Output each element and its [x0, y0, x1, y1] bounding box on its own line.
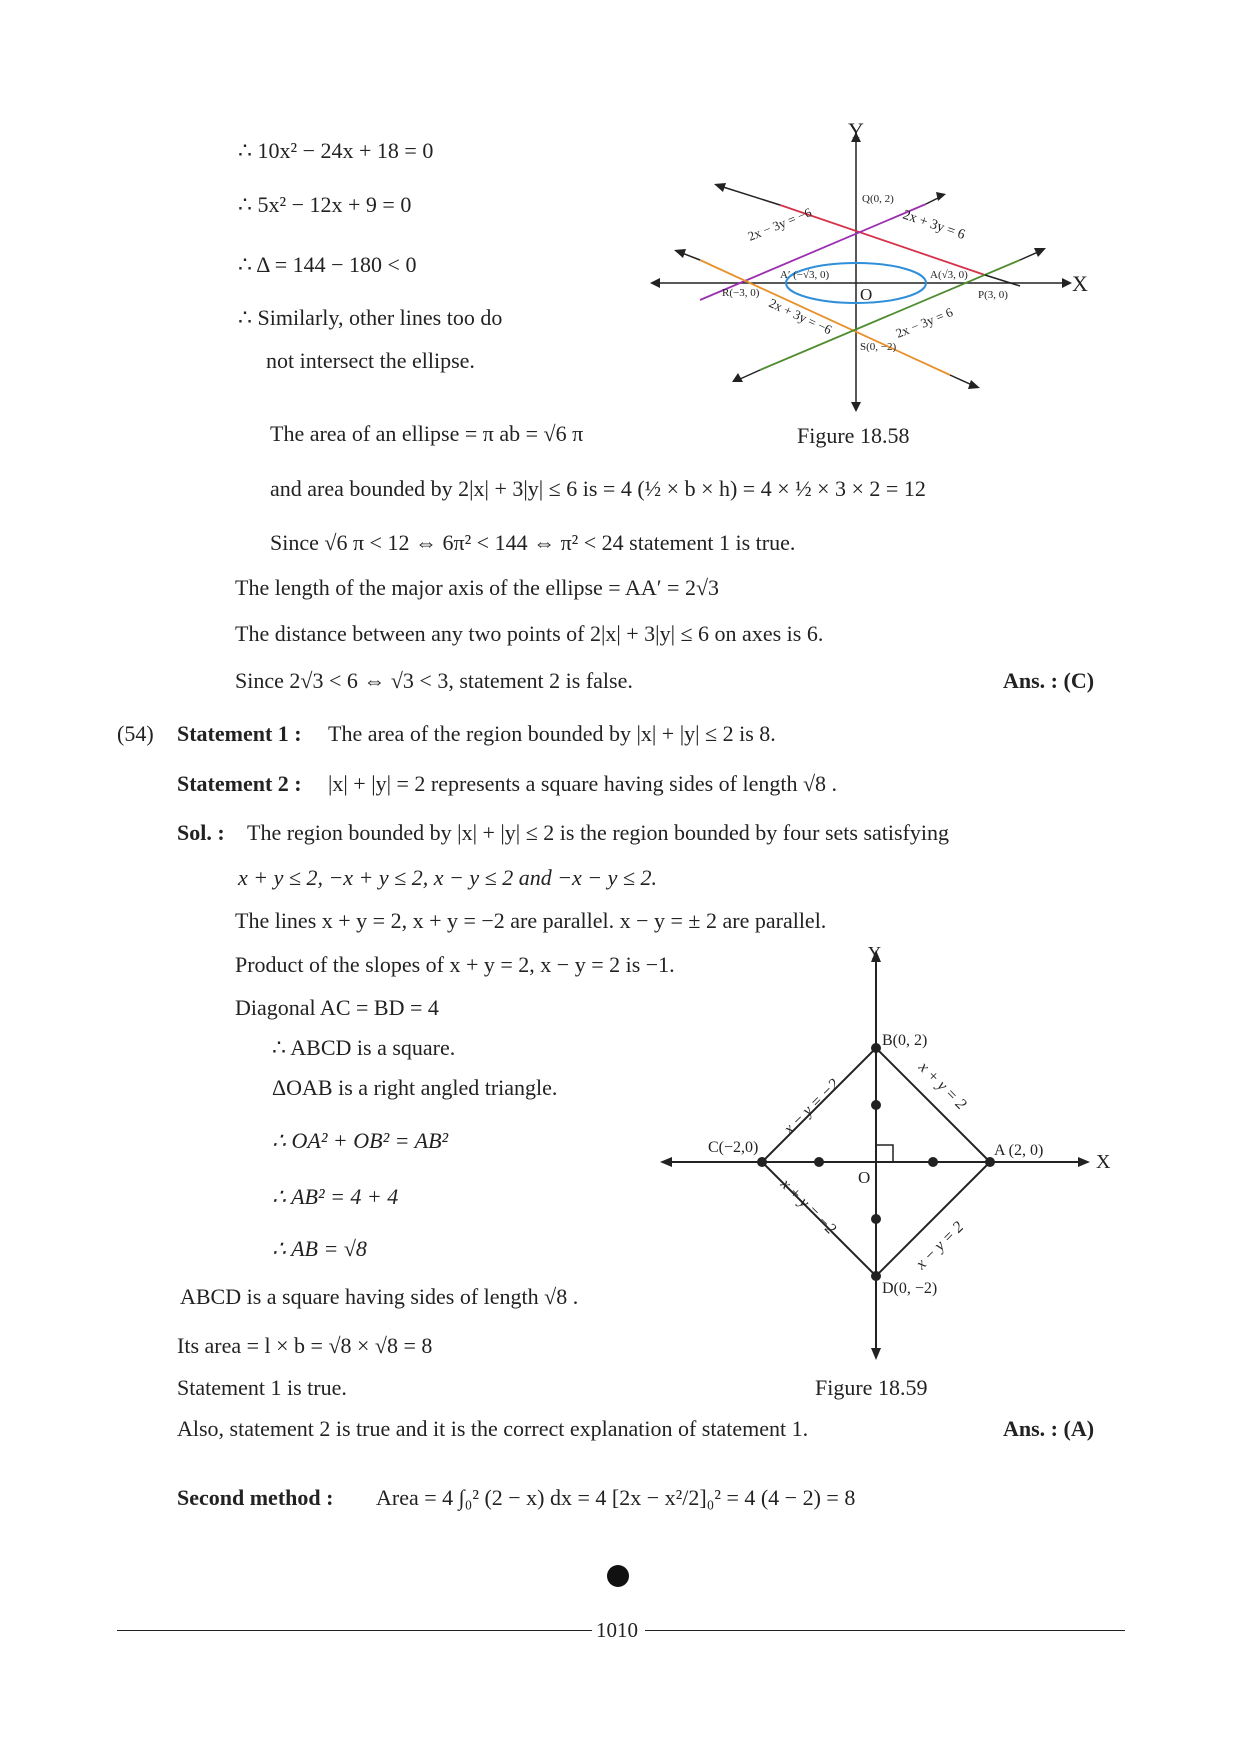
text-line: ∴ ABCD is a square.	[272, 1035, 456, 1060]
footer-dot	[607, 1565, 629, 1587]
x-axis-arrow	[1062, 278, 1072, 288]
text-line: Diagonal AC = BD = 4	[235, 995, 439, 1020]
equation-line: ∴ AB² = 4 + 4	[272, 1184, 399, 1209]
line-label: x + y = 2	[915, 1058, 970, 1114]
line-label: x − y = −2	[780, 1075, 843, 1138]
text-line: Statement 1 is true.	[177, 1375, 347, 1400]
text-line: ∴ Similarly, other lines too do	[238, 305, 503, 330]
equation-line: x + y ≤ 2, −x + y ≤ 2, x − y ≤ 2 and −x − y ≤ 2.	[238, 865, 657, 890]
point-label-a: A(√3, 0)	[930, 269, 968, 281]
vertex-label-c: C(−2,0)	[708, 1139, 759, 1156]
point-label-a-prime: A′ (−√3, 0)	[780, 269, 830, 281]
x-axis-arrow-left	[660, 1157, 672, 1167]
text-line: ΔOAB is a right angled triangle.	[272, 1075, 558, 1100]
x-axis-arrow	[1078, 1157, 1090, 1167]
figure-caption: Figure 18.58	[797, 423, 910, 448]
text-line: The length of the major axis of the ellipse = AA′ = 2√3	[235, 575, 720, 600]
second-method-text: Area = 4 ∫₀² (2 − x) dx = 4 [2x − x²/2]₀² = 4 (4 − 2) = 8	[376, 1485, 856, 1510]
y-axis-arrow-down	[871, 1348, 881, 1360]
footer-rule-right	[645, 1630, 1125, 1631]
statement-label: Statement 2 :	[177, 771, 302, 796]
equation-line: ∴ Δ = 144 − 180 < 0	[238, 252, 417, 277]
question-number: (54)	[117, 721, 154, 746]
line-label: x − y = 2	[912, 1218, 968, 1273]
footer-rule-left	[117, 1630, 592, 1631]
x-axis-arrow-left	[650, 278, 660, 288]
text-line: The area of an ellipse = π ab = √6 π	[270, 421, 584, 446]
vertex-label-b: B(0, 2)	[882, 1032, 928, 1049]
y-axis-label: Y	[848, 120, 864, 143]
equation-line: ∴ OA² + OB² = AB²	[272, 1128, 449, 1153]
point-label-s: S(0, −2)	[860, 341, 897, 353]
equation-line: ∴ 10x² − 24x + 18 = 0	[238, 138, 434, 163]
text-line: Also, statement 2 is true and it is the correct explanation of statement 1.	[177, 1416, 809, 1441]
y-axis-arrow-down	[851, 402, 861, 412]
figure-18-58	[640, 120, 1100, 420]
text-line: Since 2√3 < 6 ⇔ √3 < 3, statement 2 is false.	[235, 668, 633, 693]
line-label: 2x − 3y = 6	[893, 304, 955, 341]
text-line: The lines x + y = 2, x + y = −2 are parallel. x − y = ± 2 are parallel.	[235, 908, 827, 933]
statement-text: The area of the region bounded by |x| + |y| ≤ 2 is 8.	[328, 721, 776, 746]
line-label: 2x + 3y = −6	[766, 295, 835, 338]
solution-text: The region bounded by |x| + |y| ≤ 2 is the region bounded by four sets satisfying	[247, 820, 949, 845]
answer: Ans. : (C)	[1003, 668, 1095, 693]
point-label-p: P(3, 0)	[978, 289, 1008, 301]
vertex-label-a: A (2, 0)	[994, 1142, 1044, 1159]
equation-line: ∴ 5x² − 12x + 9 = 0	[238, 192, 412, 217]
text-line: not intersect the ellipse.	[266, 348, 475, 373]
text-line: ABCD is a square having sides of length √8 .	[180, 1284, 579, 1309]
x-axis-label: X	[1072, 271, 1088, 296]
origin-label: O	[860, 285, 873, 304]
statement-text: |x| + |y| = 2 represents a square having sides of length √8 .	[328, 771, 838, 796]
figure-caption: Figure 18.59	[815, 1375, 928, 1400]
text-line: The distance between any two points of 2|x| + 3|y| ≤ 6 on axes is 6.	[235, 621, 824, 646]
point-label-q: Q(0, 2)	[862, 193, 894, 205]
text-line: Product of the slopes of x + y = 2, x − y = 2 is −1.	[235, 952, 675, 977]
line-label: x + y = −2	[777, 1175, 840, 1238]
point-label-r: R(−3, 0)	[722, 287, 760, 299]
line-label: 2x + 3y = 6	[900, 207, 967, 243]
line-label: 2x − 3y = −6	[745, 204, 814, 244]
equation-line: ∴ AB = √8	[272, 1236, 367, 1261]
text-line: Since √6 π < 12 ⇔ 6π² < 144 ⇔ π² < 24 statement 1 is true.	[270, 530, 796, 555]
text-line: and area bounded by 2|x| + 3|y| ≤ 6 is = 4 (½ × b × h) = 4 × ½ × 3 × 2 = 12	[270, 476, 926, 501]
text-line: Its area = l × b = √8 × √8 = 8	[177, 1333, 433, 1358]
page-number: 1010	[596, 1618, 638, 1642]
answer: Ans. : (A)	[1003, 1416, 1095, 1441]
vertex-label-d: D(0, −2)	[882, 1280, 938, 1297]
second-method-label: Second method :	[177, 1485, 334, 1510]
y-axis-label: Y	[868, 945, 881, 963]
x-axis-label: X	[1096, 1151, 1111, 1173]
origin-label: O	[858, 1168, 871, 1187]
figure-18-59	[660, 945, 1120, 1365]
statement-label: Statement 1 :	[177, 721, 302, 746]
solution-label: Sol. :	[177, 820, 225, 845]
